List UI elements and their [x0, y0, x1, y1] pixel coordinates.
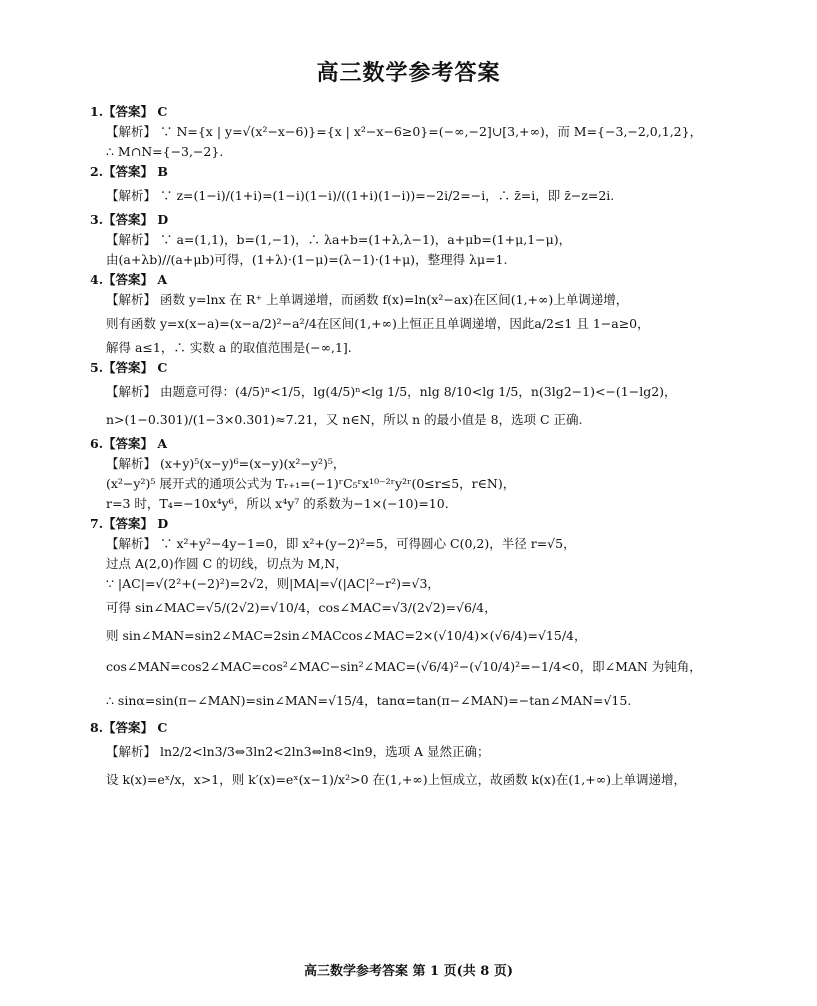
answer-heading: 2.【答案】 B	[90, 164, 168, 179]
solution-line: ∴ M∩N={−3,−2}.	[106, 144, 224, 159]
answer-heading: 8.【答案】 C	[90, 720, 168, 735]
solution-line: 【解析】 (x+y)⁵(x−y)⁶=(x−y)(x²−y²)⁵，	[106, 456, 346, 471]
solution-line: 设 k(x)=eˣ/x，x>1，则 k′(x)=eˣ(x−1)/x²>0 在(1,+∞)上恒成立，故函数 k(x)在(1,+∞)上单调递增，	[106, 772, 686, 787]
solution-line: cos∠MAN=cos2∠MAC=cos²∠MAC−sin²∠MAC=(√6/4)²−(√10/4)²=−1/4<0，即∠MAN 为钝角，	[106, 659, 702, 674]
solution-line: 【解析】 函数 y=lnx 在 R⁺ 上单调递增，而函数 f(x)=ln(x²−ax)在区间(1,+∞)上单调递增，	[106, 292, 629, 307]
solution-line: 【解析】 ∵ z=(1−i)/(1+i)=(1−i)(1−i)/((1+i)(1−i))=−2i/2=−i，∴ z̄=i，即 z̄−z=2i.	[106, 188, 615, 203]
answer-content	[90, 102, 730, 794]
solution-line: 【解析】 ∵ x²+y²−4y−1=0，即 x²+(y−2)²=5，可得圆心 C(0,2)，半径 r=√5，	[106, 536, 576, 551]
solution-line: 可得 sin∠MAC=√5/(2√2)=√10/4，cos∠MAC=√3/(2√2)=√6/4，	[106, 600, 497, 615]
solution-line: 【解析】 ∵ N={x | y=√(x²−x−6)}={x | x²−x−6≥0}=(−∞,−2]∪[3,+∞)，而 M={−3,−2,0,1,2}，	[106, 124, 703, 139]
solution-line: 由(a+λb)//(a+μb)可得，(1+λ)·(1−μ)=(λ−1)·(1+μ)，整理得 λμ=1.	[106, 252, 508, 267]
solution-line: 则有函数 y=x(x−a)=(x−a/2)²−a²/4在区间(1,+∞)上恒正且单调递增，因此a/2≤1 且 1−a≥0，	[106, 316, 650, 331]
solution-line: 【解析】 由题意可得：(4/5)ⁿ<1/5，lg(4/5)ⁿ<lg 1/5，nlg 8/10<lg 1/5，n(3lg2−1)<−(1−lg2)，	[106, 384, 677, 399]
answer-heading: 6.【答案】 A	[90, 436, 168, 451]
solution-line: 过点 A(2,0)作圆 C 的切线，切点为 M,N，	[106, 556, 348, 571]
solution-line: 解得 a≤1，∴ 实数 a 的取值范围是(−∞,1].	[106, 340, 352, 355]
solution-line: 【解析】 ∵ a=(1,1)，b=(1,−1)，∴ λa+b=(1+λ,λ−1)，a+μb=(1+μ,1−μ)，	[106, 232, 572, 247]
page-title: 高三数学参考答案	[316, 60, 501, 86]
solution-line: 则 sin∠MAN=sin2∠MAC=2sin∠MACcos∠MAC=2×(√10/4)×(√6/4)=√15/4，	[106, 628, 587, 643]
solution-line: n>(1−0.301)/(1−3×0.301)≈7.21，又 n∈N，所以 n 的最小值是 8，选项 C 正确.	[106, 412, 583, 427]
solution-line: 【解析】 ln2/2<ln3/3⇔3ln2<2ln3⇔ln8<ln9，选项 A 显然正确；	[106, 744, 490, 759]
answer-heading: 7.【答案】 D	[90, 516, 169, 531]
answer-heading: 4.【答案】 A	[90, 272, 168, 287]
answer-heading: 5.【答案】 C	[90, 360, 168, 375]
solution-line: ∴ sinα=sin(π−∠MAN)=sin∠MAN=√15/4，tanα=tan(π−∠MAN)=−tan∠MAN=√15.	[106, 693, 632, 708]
solution-line: ∵ |AC|=√(2²+(−2)²)=2√2，则|MA|=√(|AC|²−r²)=√3，	[106, 576, 440, 591]
solution-line: r=3 时，T₄=−10x⁴y⁶，所以 x⁴y⁷ 的系数为−1×(−10)=10.	[106, 496, 449, 511]
page-footer: 高三数学参考答案 第 1 页(共 8 页)	[303, 964, 514, 979]
solution-line: (x²−y²)⁵ 展开式的通项公式为 Tᵣ₊₁=(−1)ʳC₅ʳx¹⁰⁻²ʳy²ʳ(0≤r≤5，r∈N)，	[106, 476, 516, 491]
answer-heading: 3.【答案】 D	[90, 212, 169, 227]
answer-heading: 1.【答案】 C	[90, 104, 168, 119]
